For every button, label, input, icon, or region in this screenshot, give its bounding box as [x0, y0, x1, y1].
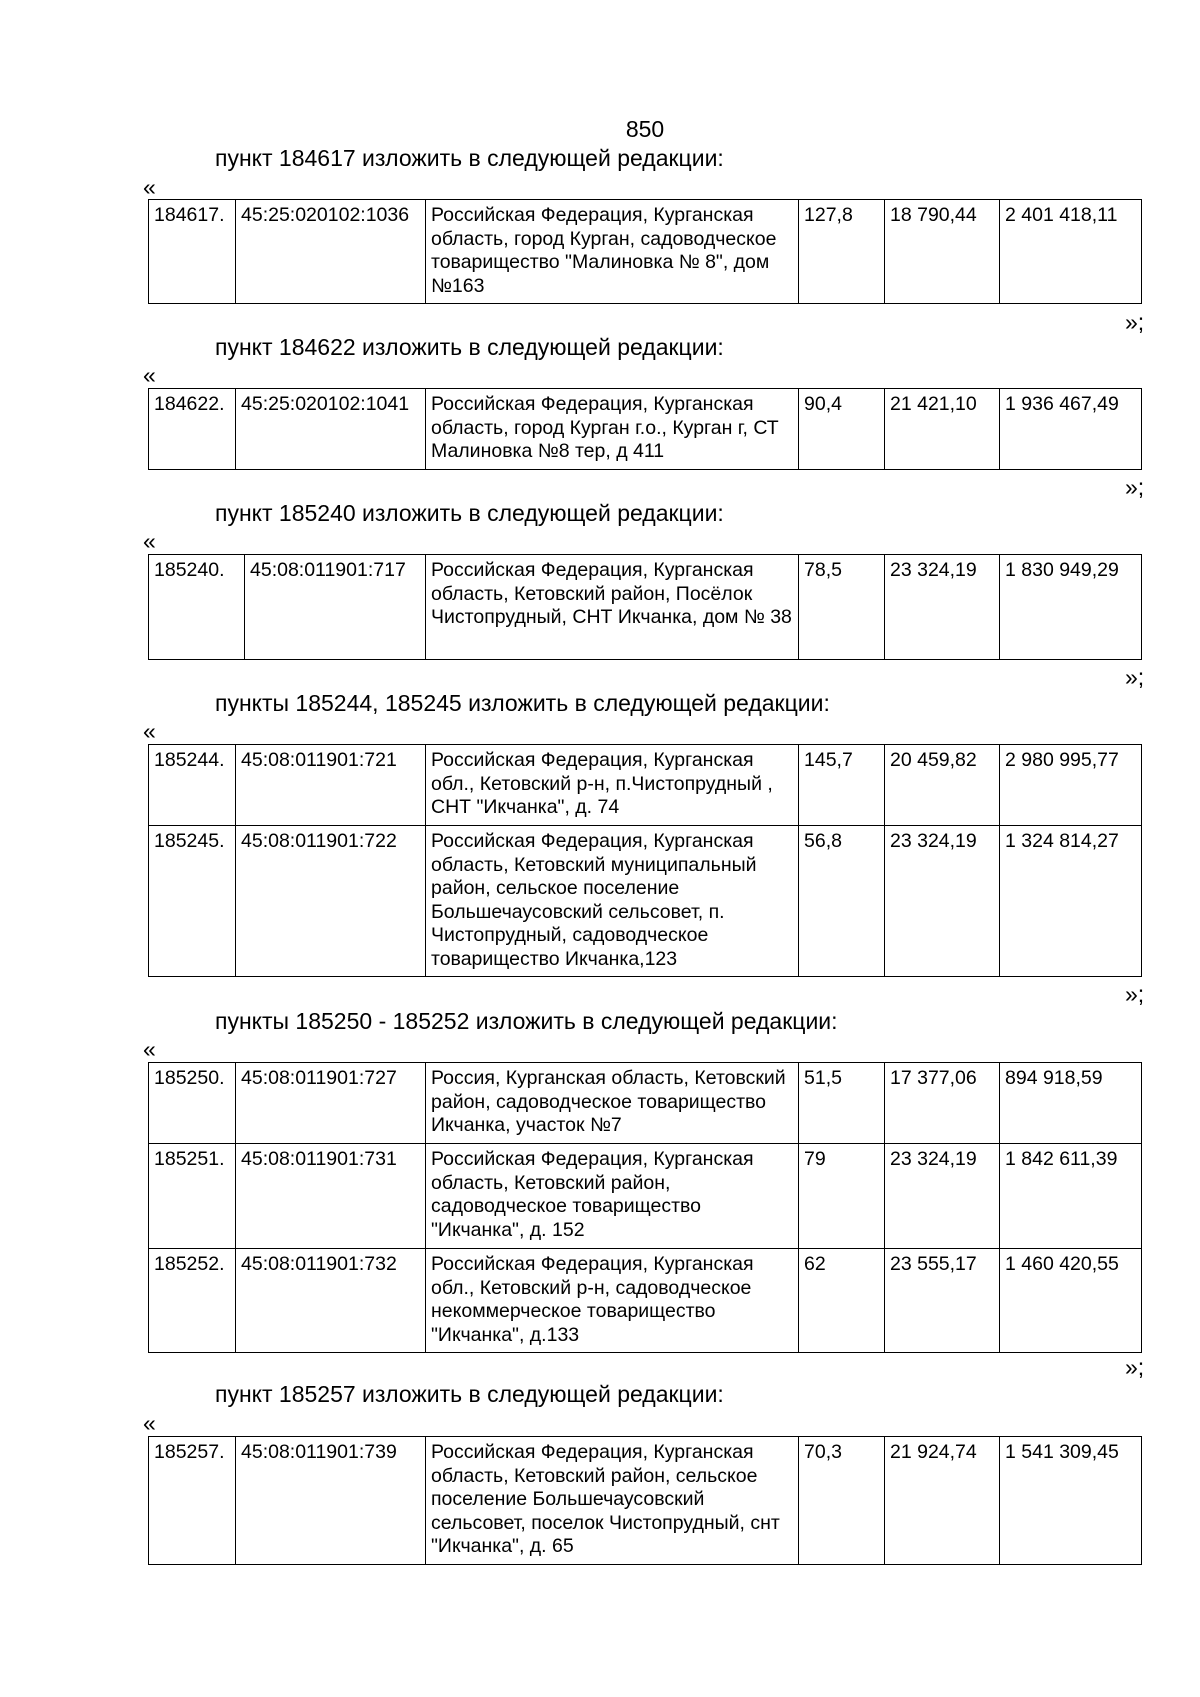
cadastral-number: 45:08:011901:727	[236, 1063, 426, 1144]
address: Российская Федерация, Курганская обл., Кетовский р-н, п.Чистопрудный , СНТ "Икчанка", д. 74	[426, 745, 799, 826]
address: Российская Федерация, Курганская область, город Курган, садоводческое товарищество "Малиновка № 8", дом №163	[426, 200, 799, 304]
area: 51,5	[799, 1063, 885, 1144]
area: 62	[799, 1249, 885, 1353]
closing-quote: »;	[1125, 664, 1145, 690]
opening-quote: «	[143, 1410, 156, 1436]
closing-quote: »;	[1125, 1354, 1145, 1380]
cadastral-number: 45:25:020102:1041	[236, 389, 426, 470]
area: 56,8	[799, 826, 885, 977]
cadastral-value: 1 830 949,29	[1000, 555, 1142, 660]
table-row	[149, 1063, 1142, 1144]
item-number: 185240.	[149, 555, 245, 660]
area: 90,4	[799, 389, 885, 470]
unit-price: 23 324,19	[885, 1144, 1000, 1249]
unit-price: 17 377,06	[885, 1063, 1000, 1144]
entries-table	[148, 744, 1142, 977]
cadastral-number: 45:08:011901:717	[245, 555, 426, 660]
table-row	[149, 389, 1142, 470]
address: Российская Федерация, Курганская область, Кетовский район, садоводческое товарищество "Икчанка", д. 152	[426, 1144, 799, 1249]
entries-table	[148, 199, 1142, 304]
section-heading: пункт 184617 изложить в следующей редакции:	[215, 145, 724, 171]
cadastral-number: 45:08:011901:722	[236, 826, 426, 977]
opening-quote: «	[143, 528, 156, 554]
unit-price: 21 924,74	[885, 1437, 1000, 1565]
opening-quote: «	[143, 362, 156, 388]
unit-price: 23 324,19	[885, 826, 1000, 977]
page-number: 850	[625, 116, 665, 142]
section-heading: пункты 185244, 185245 изложить в следующей редакции:	[215, 690, 830, 716]
cadastral-value: 2 980 995,77	[1000, 745, 1142, 826]
item-number: 185250.	[149, 1063, 236, 1144]
section-heading: пункты 185250 - 185252 изложить в следующей редакции:	[215, 1008, 838, 1034]
area: 70,3	[799, 1437, 885, 1565]
item-number: 185244.	[149, 745, 236, 826]
cadastral-value: 1 460 420,55	[1000, 1249, 1142, 1353]
area: 78,5	[799, 555, 885, 660]
entries-table	[148, 554, 1142, 660]
entries-table	[148, 1062, 1142, 1353]
address: Российская Федерация, Курганская обл., Кетовский р-н, садоводческое некоммерческое товарищество "Икчанка", д.133	[426, 1249, 799, 1353]
cadastral-number: 45:08:011901:721	[236, 745, 426, 826]
area: 127,8	[799, 200, 885, 304]
table-row	[149, 200, 1142, 304]
entries-table	[148, 388, 1142, 470]
table-row	[149, 745, 1142, 826]
cadastral-number: 45:08:011901:732	[236, 1249, 426, 1353]
opening-quote: «	[143, 1036, 156, 1062]
cadastral-value: 1 842 611,39	[1000, 1144, 1142, 1249]
unit-price: 23 324,19	[885, 555, 1000, 660]
cadastral-value: 2 401 418,11	[1000, 200, 1142, 304]
cadastral-number: 45:08:011901:739	[236, 1437, 426, 1565]
item-number: 185257.	[149, 1437, 236, 1565]
table-row	[149, 1249, 1142, 1353]
area: 145,7	[799, 745, 885, 826]
section-heading: пункт 185257 изложить в следующей редакции:	[215, 1381, 724, 1407]
cadastral-value: 1 936 467,49	[1000, 389, 1142, 470]
cadastral-number: 45:08:011901:731	[236, 1144, 426, 1249]
section-heading: пункт 185240 изложить в следующей редакции:	[215, 500, 724, 526]
item-number: 184617.	[149, 200, 236, 304]
section-heading: пункт 184622 изложить в следующей редакции:	[215, 334, 724, 360]
cadastral-number: 45:25:020102:1036	[236, 200, 426, 304]
cadastral-value: 894 918,59	[1000, 1063, 1142, 1144]
opening-quote: «	[143, 174, 156, 200]
unit-price: 18 790,44	[885, 200, 1000, 304]
address: Российская Федерация, Курганская область, Кетовский муниципальный район, сельское поселение Большечаусовский сельсовет, п. Чистопрудный, садоводческое товарищество Икчанка,123	[426, 826, 799, 977]
area: 79	[799, 1144, 885, 1249]
address: Российская Федерация, Курганская область, Кетовский район, сельское поселение Большечаусовский сельсовет, поселок Чистопрудный, снт "Икчанка", д. 65	[426, 1437, 799, 1565]
item-number: 185245.	[149, 826, 236, 977]
table-row	[149, 555, 1142, 660]
table-row	[149, 1144, 1142, 1249]
cadastral-value: 1 324 814,27	[1000, 826, 1142, 977]
unit-price: 20 459,82	[885, 745, 1000, 826]
address: Российская Федерация, Курганская область, Кетовский район, Посёлок Чистопрудный, СНТ Икчанка, дом № 38	[426, 555, 799, 660]
opening-quote: «	[143, 718, 156, 744]
item-number: 185252.	[149, 1249, 236, 1353]
closing-quote: »;	[1125, 474, 1145, 500]
closing-quote: »;	[1125, 981, 1145, 1007]
address: Россия, Курганская область, Кетовский район, садоводческое товарищество Икчанка, участок №7	[426, 1063, 799, 1144]
item-number: 185251.	[149, 1144, 236, 1249]
address: Российская Федерация, Курганская область, город Курган г.о., Курган г, СТ Малиновка №8 тер, д 411	[426, 389, 799, 470]
entries-table	[148, 1436, 1142, 1565]
closing-quote: »;	[1125, 309, 1145, 335]
table-row	[149, 1437, 1142, 1565]
table-row	[149, 826, 1142, 977]
cadastral-value: 1 541 309,45	[1000, 1437, 1142, 1565]
unit-price: 21 421,10	[885, 389, 1000, 470]
unit-price: 23 555,17	[885, 1249, 1000, 1353]
item-number: 184622.	[149, 389, 236, 470]
